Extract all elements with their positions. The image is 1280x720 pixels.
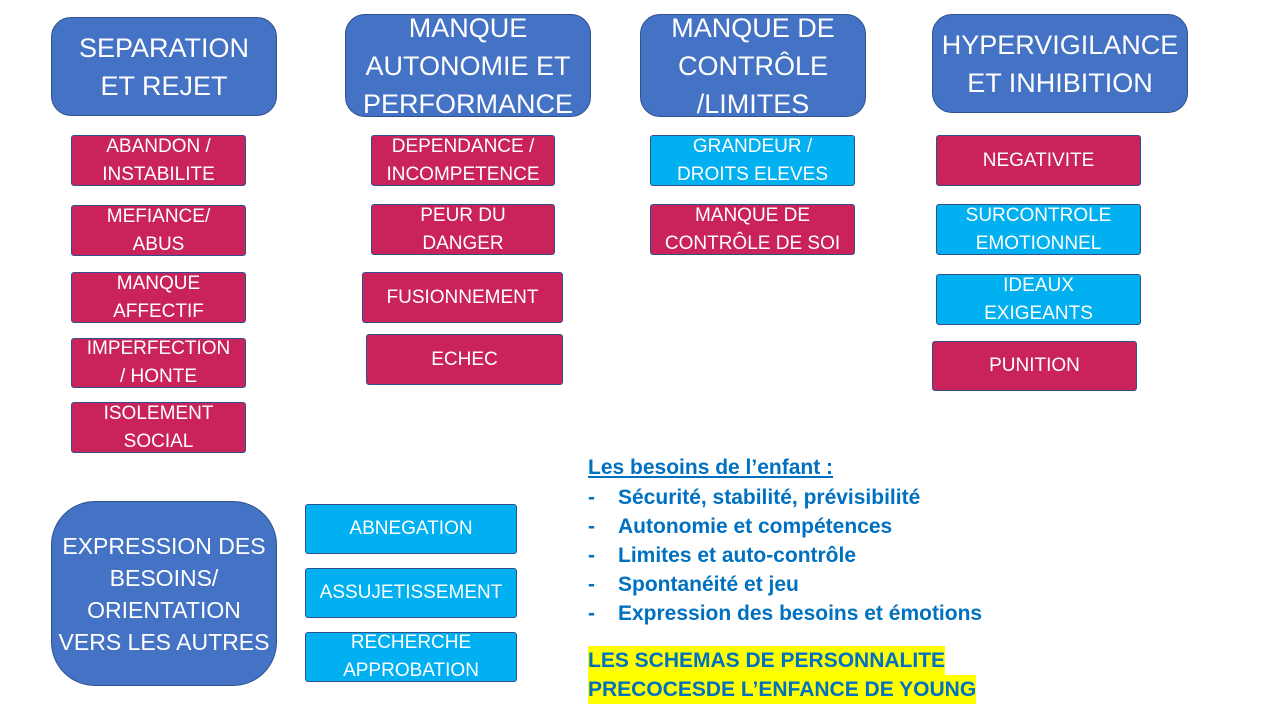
schema-peur-danger bbox=[371, 204, 555, 255]
footer-line-2: PRECOCESDE L’ENFANCE DE YOUNG bbox=[588, 675, 976, 704]
domain-separation-rejet bbox=[51, 17, 277, 116]
needs-item-text: Spontanéité et jeu bbox=[618, 573, 799, 596]
schema-recherche-approbation bbox=[305, 632, 517, 682]
schema-label: ECHEC bbox=[431, 348, 498, 370]
schema-imperfection bbox=[71, 338, 246, 388]
schema-label: ISOLEMENT SOCIAL bbox=[103, 402, 214, 452]
needs-item-text: Autonomie et compétences bbox=[618, 515, 893, 538]
schema-label: PEUR DU DANGER bbox=[420, 204, 506, 254]
schema-negativite bbox=[936, 135, 1141, 186]
bullet-dash: - bbox=[588, 602, 595, 625]
domain-label: MANQUE DE CONTRÔLE /LIMITES bbox=[671, 12, 835, 119]
domain-label: HYPERVIGILANCE ET INHIBITION bbox=[941, 29, 1179, 98]
schema-manque-controle-soi bbox=[650, 204, 855, 255]
bullet-dash: - bbox=[588, 515, 595, 538]
domain-manque-controle-limites bbox=[640, 14, 866, 117]
bullet-dash: - bbox=[588, 544, 595, 567]
domain-expression-besoins bbox=[51, 501, 277, 686]
footer-title bbox=[588, 646, 976, 704]
schema-label: MEFIANCE/ ABUS bbox=[106, 205, 211, 255]
domain-label: SEPARATION ET REJET bbox=[78, 32, 250, 101]
needs-item bbox=[588, 541, 1188, 570]
schema-isolement bbox=[71, 402, 246, 453]
schema-label: NEGATIVITE bbox=[982, 149, 1095, 171]
schema-label: SURCONTROLE EMOTIONNEL bbox=[965, 204, 1112, 254]
needs-item bbox=[588, 512, 1188, 541]
schema-label: ABANDON / INSTABILITE bbox=[102, 135, 215, 185]
schema-label: FUSIONNEMENT bbox=[386, 286, 539, 308]
needs-item bbox=[588, 570, 1188, 599]
schema-label: MANQUE AFFECTIF bbox=[113, 272, 204, 322]
bullet-dash: - bbox=[588, 486, 595, 509]
schema-label: MANQUE DE CONTRÔLE DE SOI bbox=[664, 204, 841, 254]
bullet-dash: - bbox=[588, 573, 595, 596]
needs-item-text: Limites et auto-contrôle bbox=[618, 544, 857, 567]
schema-label: IMPERFECTION / HONTE bbox=[86, 338, 231, 387]
schema-label: DEPENDANCE / INCOMPETENCE bbox=[386, 135, 540, 185]
domain-manque-autonomie-performance bbox=[345, 14, 591, 117]
schema-label: GRANDEUR / DROITS ELEVES bbox=[677, 135, 828, 185]
schema-surcontrole bbox=[936, 204, 1141, 255]
schema-dependance bbox=[371, 135, 555, 186]
schema-abandon bbox=[71, 135, 246, 186]
schema-label: RECHERCHE APPROBATION bbox=[343, 632, 479, 681]
schema-manque-affectif bbox=[71, 272, 246, 323]
schema-assujetissement bbox=[305, 568, 517, 618]
needs-list bbox=[588, 483, 1188, 628]
schema-echec bbox=[366, 334, 563, 385]
schema-label: PUNITION bbox=[989, 355, 1080, 376]
needs-section bbox=[588, 453, 1188, 628]
needs-item-text: Sécurité, stabilité, prévisibilité bbox=[618, 486, 921, 509]
footer-line-1: LES SCHEMAS DE PERSONNALITE bbox=[588, 646, 945, 675]
needs-item bbox=[588, 483, 1188, 512]
schema-mefiance bbox=[71, 205, 246, 256]
schema-label: ASSUJETISSEMENT bbox=[319, 582, 503, 603]
schema-grandeur bbox=[650, 135, 855, 186]
domain-label: MANQUE AUTONOMIE ET PERFORMANCE bbox=[362, 12, 573, 119]
schema-fusionnement bbox=[362, 272, 563, 323]
domain-label: EXPRESSION DES BESOINS/ ORIENTATION VERS LES AUTRES bbox=[58, 532, 270, 655]
needs-item-text: Expression des besoins et émotions bbox=[618, 602, 983, 625]
schema-label: IDEAUX EXIGEANTS bbox=[984, 274, 1093, 324]
needs-title: Les besoins de l’enfant : bbox=[588, 456, 834, 479]
schema-punition bbox=[932, 341, 1137, 391]
needs-item bbox=[588, 599, 1188, 628]
schema-ideaux bbox=[936, 274, 1141, 325]
schema-label: ABNEGATION bbox=[349, 518, 473, 539]
domain-hypervigilance-inhibition bbox=[932, 14, 1188, 113]
schema-abnegation bbox=[305, 504, 517, 554]
